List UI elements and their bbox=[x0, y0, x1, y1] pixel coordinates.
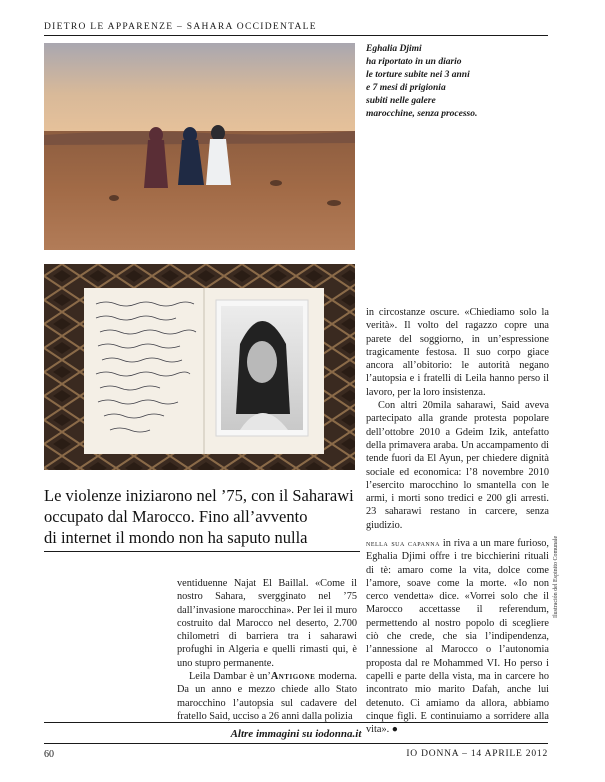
paragraph-text: Leila Dambar è un’ bbox=[189, 671, 271, 683]
paragraph bbox=[177, 670, 357, 723]
paragraph: Con altri 20mila saharawi, Said aveva partecipato alla grande protesta popolare dell’ottobre 2010 a Gdeim Izik, antefatto della primavera araba. Un accampamento di tende fuori da El Ayun, per chiedere dignità sociale ed economica: l’8 novembre 2010 l’esercito marocchino lo smantella con le armi, i morti sono tredici e 200 gli arresti. 23 saharawi restano in carcere, senza giudizio. bbox=[366, 400, 549, 531]
pull-quote-rule bbox=[44, 551, 360, 552]
issue-info: IO DONNA – 14 APRILE 2012 bbox=[406, 749, 548, 759]
caption-line: le torture subite nei 3 anni bbox=[366, 70, 470, 80]
bottom-rule-top bbox=[44, 722, 548, 723]
caption-line: ha riportato in un diario bbox=[366, 57, 462, 67]
article-column-right-continued bbox=[366, 537, 549, 736]
diary-photo bbox=[44, 264, 355, 470]
emphasis-word: Antigone bbox=[270, 671, 316, 683]
paragraph-text: moderna. Da un anno e mezzo chiede allo Stato marocchino l’autopsia sul cadavere del fratello Said, ucciso a 26 anni dalla polizia bbox=[177, 671, 357, 722]
section-header: DIETRO LE APPARENZE – SAHARA OCCIDENTALE bbox=[44, 22, 317, 32]
caption-line: e 7 mesi di prigionia bbox=[366, 83, 446, 93]
caption-line: Eghalia Djimi bbox=[366, 44, 422, 54]
photo-caption bbox=[366, 43, 494, 121]
article-column-left bbox=[177, 577, 357, 723]
page-number: 60 bbox=[44, 749, 54, 760]
paragraph bbox=[366, 537, 549, 736]
pull-quote-line: Le violenze iniziarono nel ’75, con il Saharawi bbox=[44, 486, 354, 505]
photo-credit: Ilustración del Espinito Comunale bbox=[553, 535, 559, 618]
article-column-right bbox=[366, 306, 549, 532]
pull-quote-line: occupato dal Marocco. Fino all’avvento bbox=[44, 507, 308, 526]
caption-line: marocchine, senza processo. bbox=[366, 109, 478, 119]
paragraph-text: in riva a un mare furioso, Eghalia Djimi offre i tre bicchierini rituali di tè: amaro come la vita, dolce come l’amore, soave come la morte. «Io non cerco vendetta» dice. «Vorrei solo che il Marocco accettasse il referendum, permettendo al nostro popolo di scegliere ciò che crede, che sia l’indipendenza, l’annessione al Marocco o l’autonomia proposta dal re Mohammed VI. Ho perso i capelli e parte della vista, ma in carcere ho incontrato mio marito Dafah, anche lui detenuto. Ci amiamo da allora, abbiamo cinque figli. E continuiamo a sorridere alla vita». ● bbox=[366, 538, 549, 736]
paragraph: ventiduenne Najat El Baillal. «Come il nostro Sahara, svergginato nel ’75 dall’invasione marocchina». Per lei il muro costruito dal Marocco nel deserto, 2.700 chilometri di barriera tra i saharawi profughi in Algeria e quelli rimasti qui, è uno stupro permanente. bbox=[177, 578, 357, 669]
header-rule bbox=[44, 35, 548, 36]
desert-photo bbox=[44, 43, 355, 250]
pull-quote bbox=[44, 485, 362, 548]
paragraph: in circostanze oscure. «Chiediamo solo la verità». Il volto del ragazzo copre una parete del soggiorno, in un’espressione tragicamente festosa. Il suo corpo giace ancora all’obitorio: le autorità negano l’autopsia e i fratelli di Leila hanno perso il lavoro, per la loro insistenza. bbox=[366, 307, 549, 398]
caption-line: subiti nelle galere bbox=[366, 96, 436, 106]
section-lead-in: nella sua capanna bbox=[366, 538, 440, 548]
pull-quote-line: di internet il mondo non ha saputo nulla bbox=[44, 528, 308, 547]
bottom-rule bbox=[44, 743, 548, 744]
more-images-link[interactable]: Altre immagini su iodonna.it bbox=[230, 728, 362, 740]
